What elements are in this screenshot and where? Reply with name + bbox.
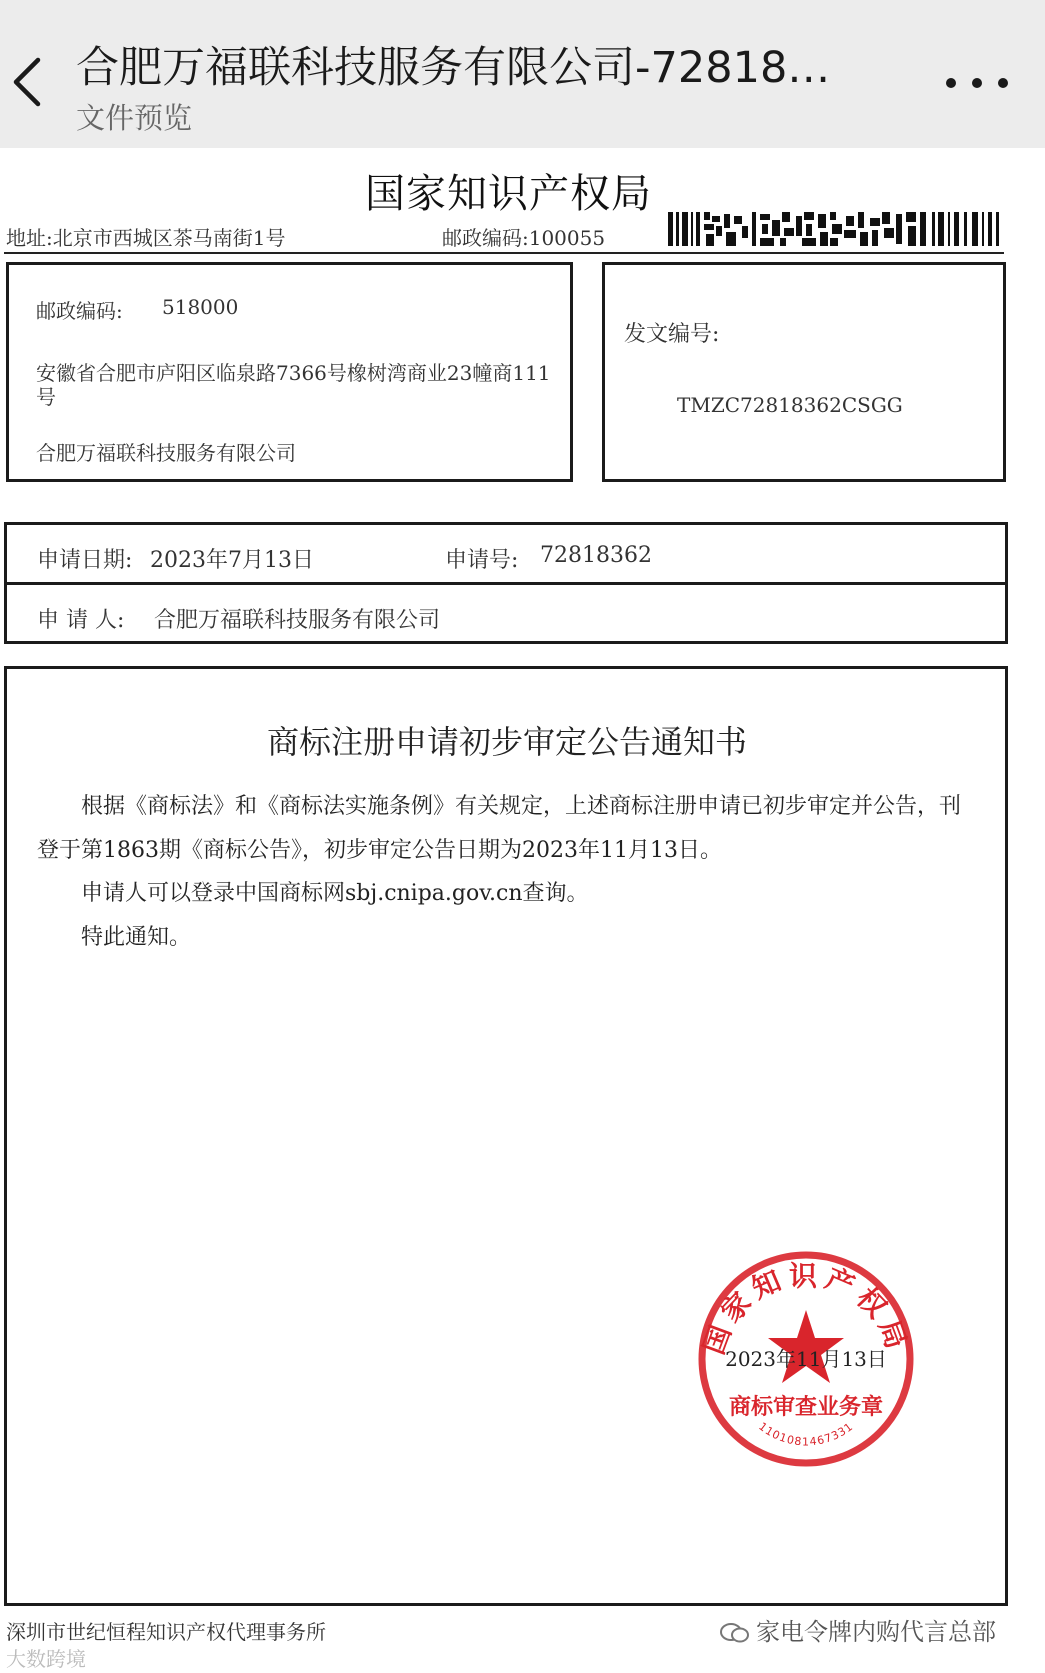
application-info-box	[4, 522, 1008, 644]
file-title: 合肥万福联科技服务有限公司-72818…	[76, 43, 831, 93]
recipient-company: 合肥万福联科技服务有限公司	[36, 441, 296, 465]
watermark-left: 大数跨境	[6, 1647, 86, 1671]
more-button[interactable]	[944, 68, 1014, 98]
notice-paragraph-2: 申请人可以登录中国商标网sbj.cnipa.gov.cn查询。	[81, 881, 589, 906]
applicant-value: 合肥万福联科技服务有限公司	[154, 608, 441, 633]
applicant-label: 申 请 人:	[37, 608, 125, 633]
document-preview	[0, 148, 1045, 1673]
recipient-box	[6, 262, 573, 482]
back-button[interactable]	[8, 52, 52, 112]
notice-paragraph-3: 特此通知。	[81, 925, 192, 950]
notice-paragraph-1: 根据《商标法》和《商标法实施条例》有关规定，上述商标注册申请已初步审定并公告，刊登于第1863期《商标公告》，初步审定公告日期为2023年11月13日。	[37, 794, 962, 863]
app-header	[0, 0, 1045, 148]
recipient-postal-label: 邮政编码:	[36, 299, 123, 323]
letterhead-divider	[4, 252, 1004, 254]
office-postal-code: 邮政编码:100055	[442, 226, 606, 250]
official-seal	[695, 1248, 917, 1470]
application-number-value: 72818362	[540, 543, 652, 568]
notice-title: 商标注册申请初步审定公告通知书	[266, 723, 747, 761]
chevron-left-icon	[8, 52, 52, 112]
application-number-label: 申请号:	[445, 548, 519, 573]
wechat-icon	[720, 1622, 750, 1644]
seal-dept-text: 商标审查业务章	[728, 1394, 884, 1420]
application-date-label: 申请日期:	[37, 548, 133, 573]
office-title: 国家知识产权局	[365, 171, 652, 217]
doc-number-box	[602, 262, 1006, 482]
svg-text:1101081467331	[756, 1420, 856, 1449]
watermark-right-text: 家电令牌内购代言总部	[756, 1618, 996, 1646]
application-date-value: 2023年7月13日	[150, 548, 314, 573]
application-info-divider	[7, 582, 1005, 585]
seal-arc-text: 国家知识产权局	[696, 1259, 916, 1359]
seal-number-text: 1101081467331	[756, 1419, 856, 1449]
barcode-image	[668, 210, 1002, 248]
recipient-address-line1: 安徽省合肥市庐阳区临泉路7366号橡树湾商业23幢商111	[36, 361, 551, 385]
office-address: 地址:北京市西城区茶马南街1号	[6, 226, 286, 250]
agency-name: 深圳市世纪恒程知识产权代理事务所	[6, 1620, 326, 1644]
seal-date-text: 2023年11月13日	[725, 1347, 887, 1371]
watermark-right	[720, 1612, 996, 1647]
recipient-postal-code: 518000	[162, 295, 239, 319]
doc-number-value: TMZC72818362CSGG	[677, 393, 903, 417]
file-preview-label: 文件预览	[76, 101, 193, 135]
recipient-address-line2: 号	[36, 385, 56, 409]
doc-number-label: 发文编号:	[624, 322, 720, 347]
